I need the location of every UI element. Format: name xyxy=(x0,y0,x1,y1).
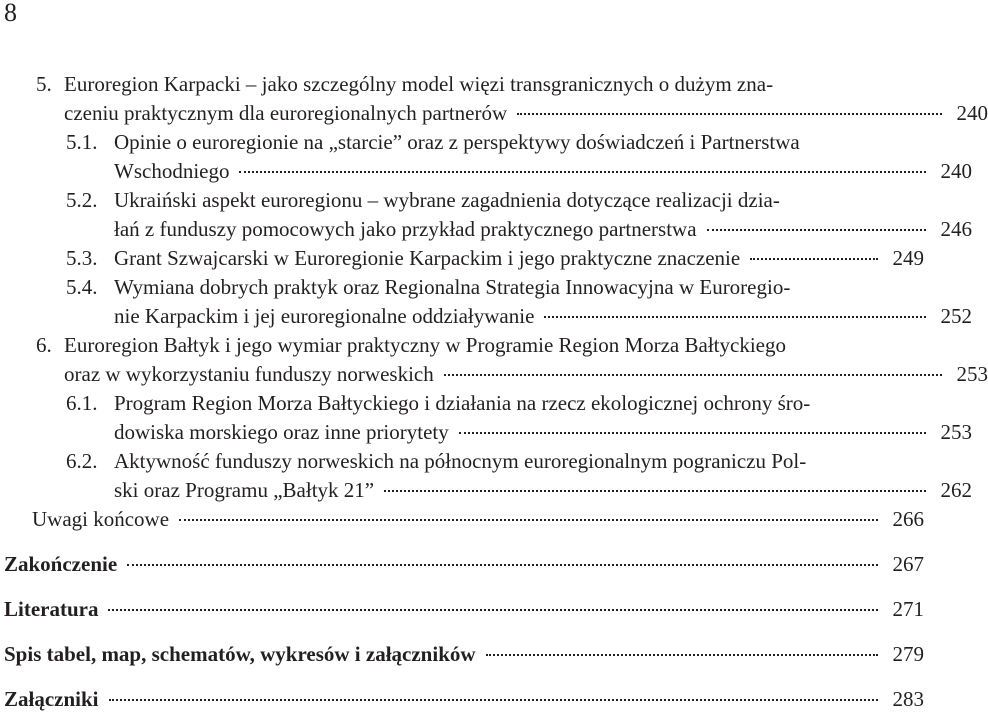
toc-entry-number: 6.1. xyxy=(66,391,98,415)
dot-leader xyxy=(486,653,878,656)
toc-entry-title-line1: Aktywność funduszy norweskich na północnym euroregionalnym pograniczu Pol- xyxy=(114,449,807,473)
toc-entry-title: Załączniki xyxy=(4,687,99,711)
toc-entry-page: 246 xyxy=(940,217,972,241)
dot-leader xyxy=(127,563,878,566)
toc-entry-title: Grant Szwajcarski w Euroregionie Karpackim i jego praktyczne znaczenie xyxy=(114,246,741,270)
toc-entry-5[interactable] xyxy=(0,70,988,128)
toc-entry-page: 271 xyxy=(892,597,924,621)
toc-entry-zalaczniki[interactable] xyxy=(0,685,960,714)
toc-entry-page: 283 xyxy=(892,687,924,711)
dot-leader xyxy=(444,373,942,376)
toc-entry-title-line1: Opinie o euroregionie na „starcie” oraz z perspektywy doświadczeń i Partnerstwa xyxy=(114,130,800,154)
toc-entry-number: 5.1. xyxy=(66,130,98,154)
toc-entry-page: 253 xyxy=(940,420,972,444)
toc-entry-title-line2: łań z funduszy pomocowych jako przykład praktycznego partnerstwa xyxy=(114,217,697,241)
toc-entry-title-line2: dowiska morskiego oraz inne priorytety xyxy=(114,420,449,444)
toc-entry-title: Spis tabel, map, schematów, wykresów i załączników xyxy=(4,642,476,666)
toc-entry-number: 6.2. xyxy=(66,449,98,473)
toc-entry-literatura[interactable] xyxy=(0,595,960,624)
table-of-contents xyxy=(0,70,988,714)
toc-entry-page: 262 xyxy=(940,478,972,502)
toc-entry-title-line1: Euroregion Bałtyk i jego wymiar praktyczny w Programie Region Morza Bałtyckiego xyxy=(64,333,786,357)
toc-entry-6-2[interactable] xyxy=(0,447,972,505)
dot-leader xyxy=(707,228,926,231)
toc-entry-title: Literatura xyxy=(4,597,99,621)
toc-entry-page: 240 xyxy=(940,159,972,183)
toc-entry-number: 5.3. xyxy=(66,246,98,270)
toc-entry-title-line2: nie Karpackim i jej euroregionalne oddziaływanie xyxy=(114,304,535,328)
toc-entry-number: 6. xyxy=(36,333,52,357)
dot-leader xyxy=(384,489,926,492)
toc-entry-page: 249 xyxy=(892,246,924,270)
toc-entry-number: 5. xyxy=(36,72,52,96)
toc-entry-5-4[interactable] xyxy=(0,273,972,331)
toc-entry-title-line2: ski oraz Programu „Bałtyk 21” xyxy=(114,478,375,502)
toc-entry-title-line2: czeniu praktycznym dla euroregionalnych partnerów xyxy=(64,101,508,125)
toc-entry-page: 253 xyxy=(956,362,988,386)
toc-entry-page: 267 xyxy=(892,552,924,576)
toc-entry-page: 252 xyxy=(940,304,972,328)
toc-entry-5-2[interactable] xyxy=(0,186,972,244)
toc-entry-page: 279 xyxy=(892,642,924,666)
toc-entry-title-line1: Ukraiński aspekt euroregionu – wybrane zagadnienia dotyczące realizacji dzia- xyxy=(114,188,780,212)
toc-entry-page: 240 xyxy=(956,101,988,125)
page-number: 8 xyxy=(4,0,17,27)
dot-leader xyxy=(544,315,926,318)
dot-leader xyxy=(179,518,878,521)
toc-entry-6[interactable] xyxy=(0,331,988,389)
dot-leader xyxy=(108,608,878,611)
dot-leader xyxy=(239,170,926,173)
toc-entry-5-3[interactable] xyxy=(0,244,960,273)
dot-leader xyxy=(109,698,878,701)
toc-entry-zakonczenie[interactable] xyxy=(0,550,960,579)
dot-leader xyxy=(750,257,878,260)
toc-entry-title-line1: Program Region Morza Bałtyckiego i działania na rzecz ekologicznej ochrony śro- xyxy=(114,391,811,415)
toc-entry-title-line2: Wschodniego xyxy=(114,159,230,183)
toc-entry-title: Uwagi końcowe xyxy=(32,507,170,531)
dot-leader xyxy=(517,112,942,115)
toc-entry-uwagi-koncowe[interactable] xyxy=(0,505,960,534)
toc-entry-title-line1: Wymiana dobrych praktyk oraz Regionalna Strategia Innowacyjna w Euroregio- xyxy=(114,275,791,299)
toc-entry-5-1[interactable] xyxy=(0,128,972,186)
dot-leader xyxy=(459,431,926,434)
toc-entry-title: Zakończenie xyxy=(4,552,118,576)
toc-entry-6-1[interactable] xyxy=(0,389,972,447)
toc-entry-page: 266 xyxy=(892,507,924,531)
toc-entry-title-line2: oraz w wykorzystaniu funduszy norweskich xyxy=(64,362,434,386)
toc-entry-spis-tabel[interactable] xyxy=(0,640,960,669)
toc-entry-title-line1: Euroregion Karpacki – jako szczególny model więzi transgranicznych o dużym zna- xyxy=(64,72,774,96)
toc-entry-number: 5.4. xyxy=(66,275,98,299)
toc-entry-number: 5.2. xyxy=(66,188,98,212)
